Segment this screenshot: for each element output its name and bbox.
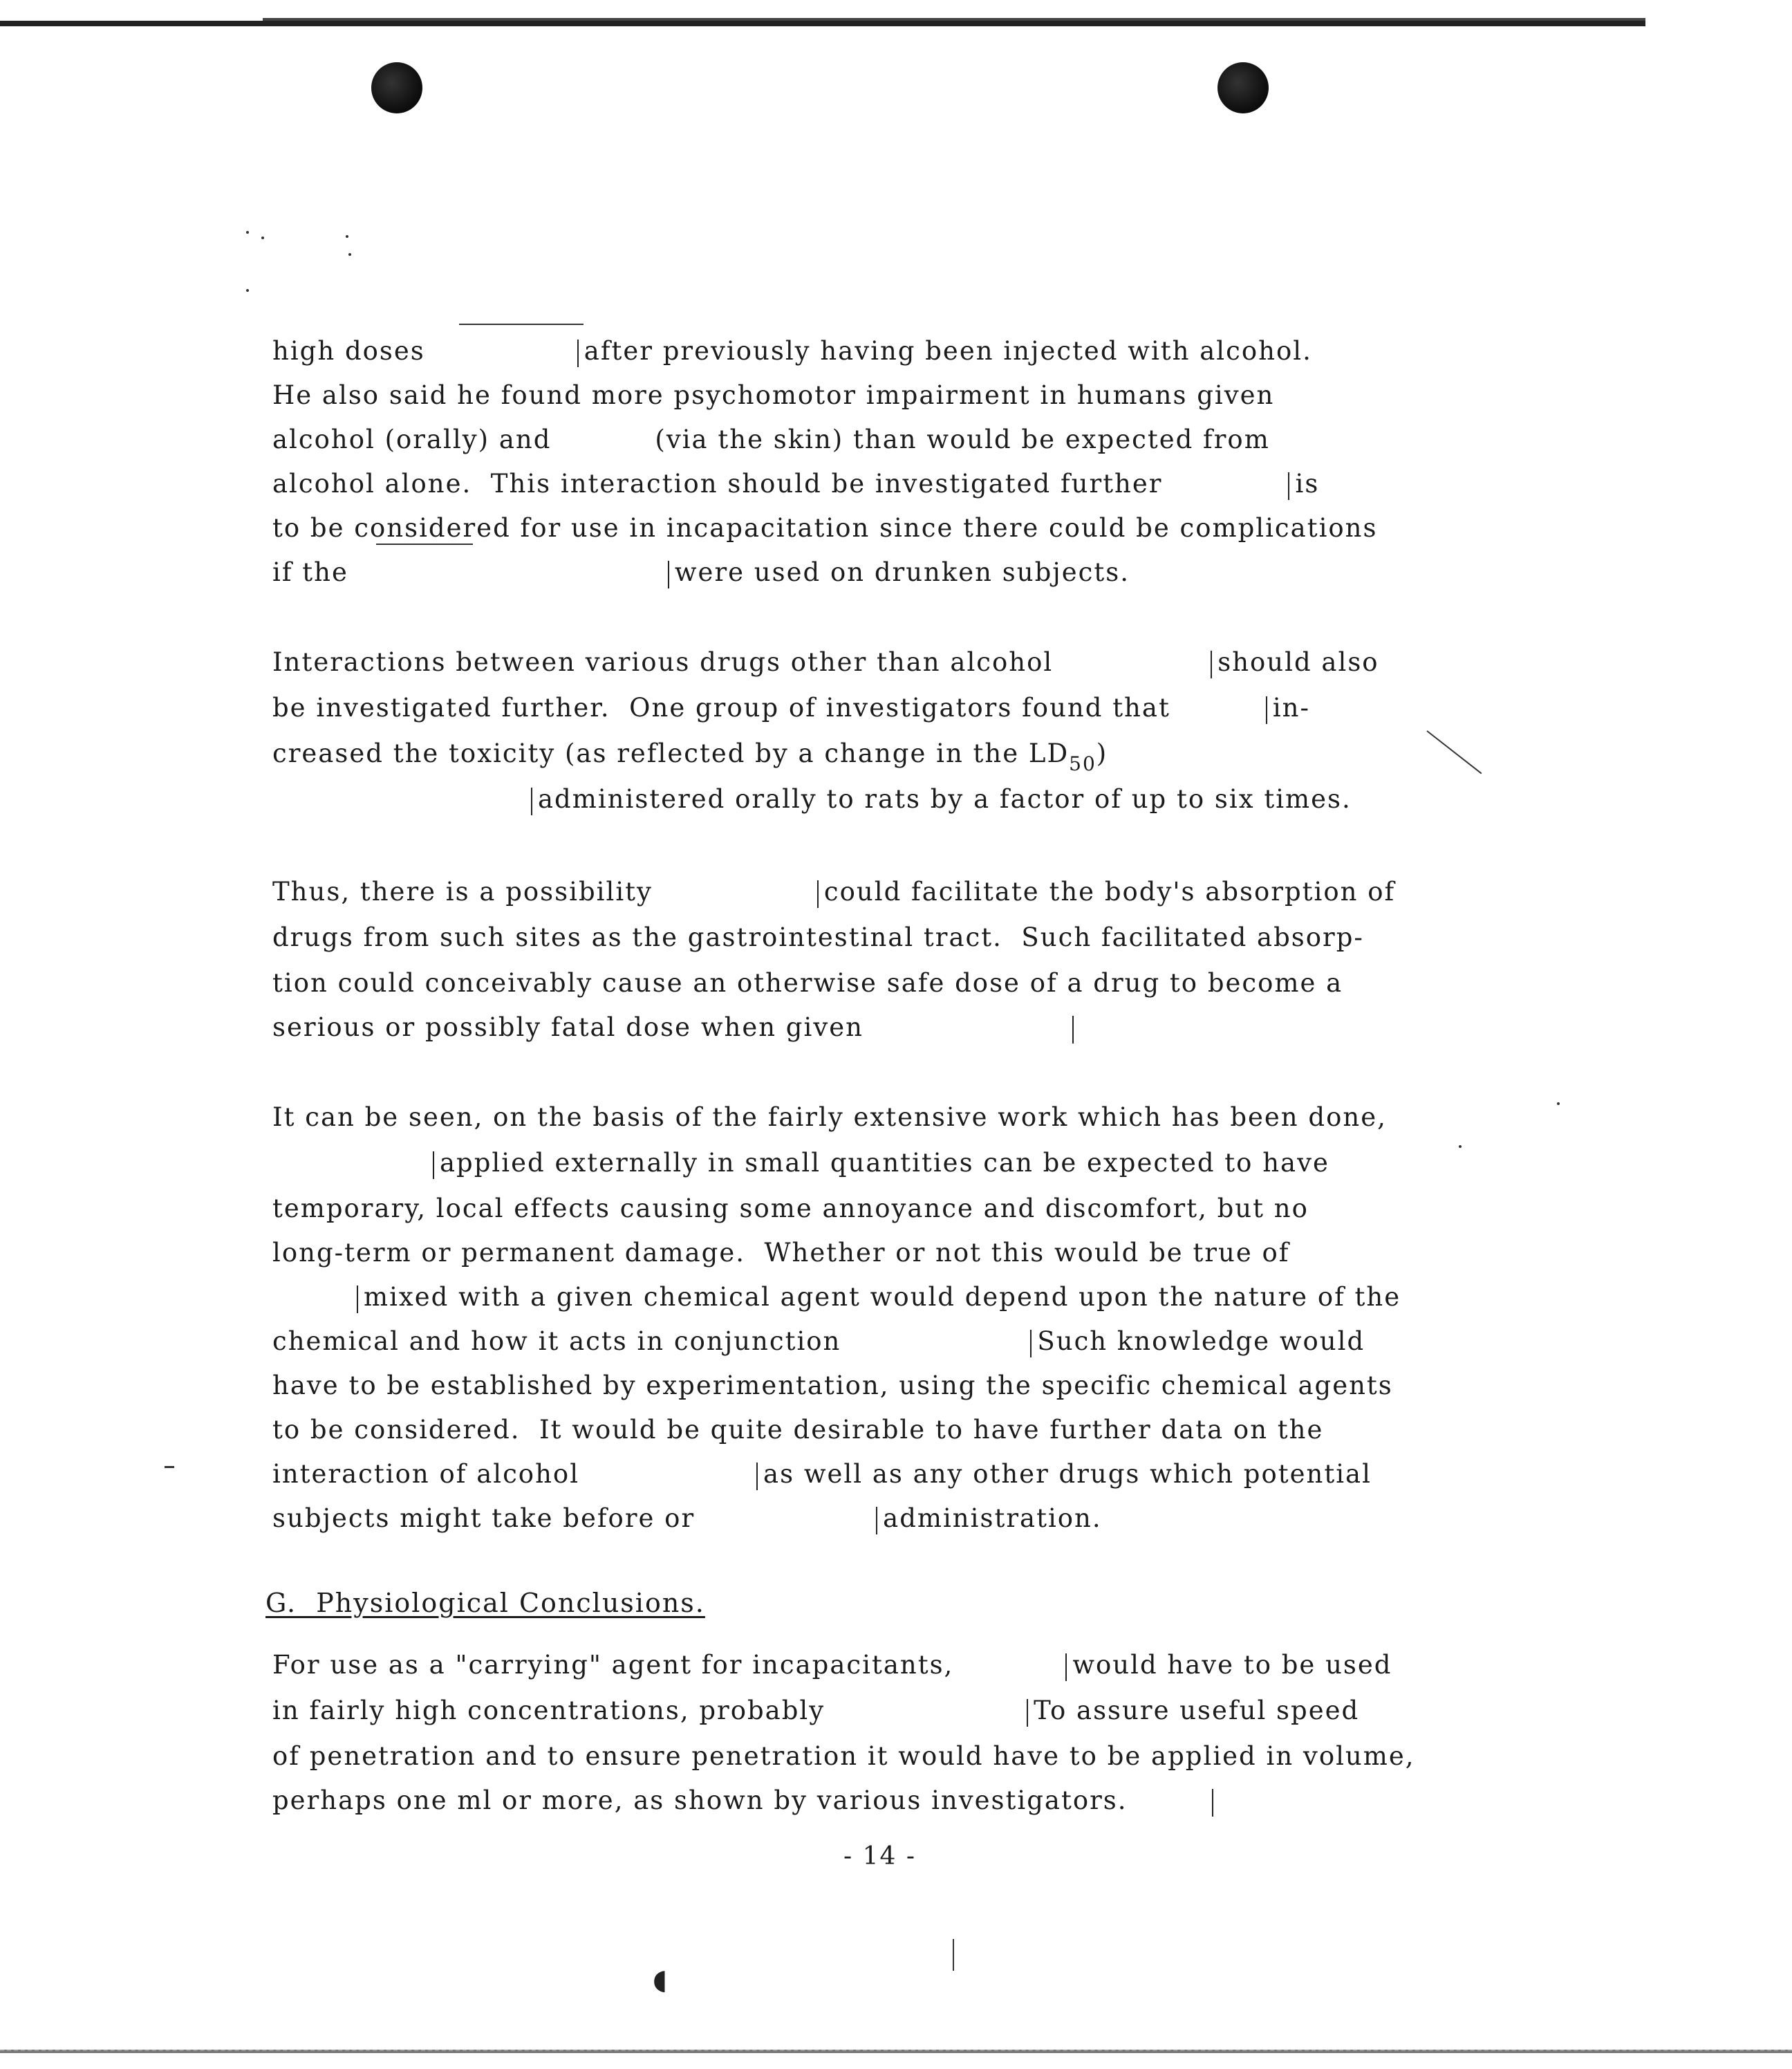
text-fragment: if the	[272, 557, 348, 587]
text-fragment: of penetration and to ensure penetration it would have to be applied in volume,	[272, 1741, 1415, 1771]
text-fragment: Such knowledge would	[1037, 1326, 1365, 1356]
text-line	[272, 640, 1379, 685]
text-line	[272, 916, 1364, 960]
text-line	[272, 329, 1312, 373]
redaction-edge	[376, 544, 473, 545]
text-line	[272, 870, 1395, 914]
section-heading: G. Physiological Conclusions.	[265, 1588, 705, 1618]
text-line	[272, 1095, 1387, 1140]
text-fragment: after previously having been injected with alcohol.	[584, 336, 1312, 366]
text-line	[272, 1364, 1393, 1408]
redaction-edge	[459, 324, 584, 325]
text-fragment: have to be established by experimentation, using the specific chemical agents	[272, 1371, 1393, 1400]
redaction-edge	[1426, 730, 1482, 774]
text-line	[272, 961, 1343, 1005]
punch-hole-left	[371, 62, 422, 113]
text-line	[272, 686, 1310, 730]
redaction-mark	[1288, 472, 1289, 500]
redaction-mark	[668, 561, 669, 588]
text-line	[272, 373, 1274, 418]
redaction-mark	[756, 1463, 758, 1490]
text-fragment: applied externally in small quantities can be expected to have	[440, 1148, 1329, 1178]
scan-blot: ◖	[653, 1964, 668, 1996]
text-fragment: as well as any other drugs which potential	[763, 1459, 1372, 1489]
scan-speck	[246, 231, 249, 234]
text-fragment: perhaps one ml or more, as shown by various investigators.	[272, 1785, 1128, 1815]
text-fragment: To assure useful speed	[1034, 1696, 1360, 1725]
scan-speck	[348, 253, 351, 256]
text-fragment: administered orally to rats by a factor of up to six times.	[538, 784, 1352, 814]
text-fragment: in fairly high concentrations, probably	[272, 1696, 825, 1725]
scan-speck	[1459, 1145, 1462, 1148]
text-fragment: Interactions between various drugs other than alcohol	[272, 647, 1054, 677]
text-fragment: alcohol (orally) and	[272, 425, 552, 454]
top-scan-border	[0, 21, 1645, 26]
text-fragment: would have to be used	[1072, 1650, 1392, 1680]
redaction-mark	[876, 1507, 877, 1534]
text-line	[272, 1643, 1392, 1687]
text-fragment: Thus, there is a possibility	[272, 877, 653, 907]
redaction-mark	[1027, 1699, 1028, 1727]
text-fragment: interaction of alcohol	[272, 1459, 580, 1489]
redaction-mark	[531, 788, 532, 815]
scan-speck	[1557, 1102, 1560, 1105]
redaction-mark	[1212, 1789, 1213, 1817]
redaction-mark	[817, 880, 819, 908]
scan-speck	[246, 289, 249, 292]
text-fragment: mixed with a given chemical agent would depend upon the nature of the	[364, 1282, 1401, 1312]
text-fragment: temporary, local effects causing some annoyance and discomfort, but no	[272, 1194, 1309, 1223]
text-fragment: creased the toxicity (as reflected by a change in the LD	[272, 739, 1070, 768]
text-fragment: should also	[1217, 647, 1379, 677]
text-fragment: For use as a "carrying" agent for incapacitants,	[272, 1650, 954, 1680]
redaction-mark	[577, 340, 579, 367]
scan-speck	[165, 1466, 174, 1468]
text-fragment: administration.	[883, 1503, 1102, 1533]
text-fragment: tion could conceivably cause an otherwise safe dose of a drug to become a	[272, 968, 1343, 998]
text-fragment: in-	[1272, 693, 1310, 723]
text-line	[272, 1231, 1289, 1275]
redaction-mark	[1211, 651, 1212, 678]
text-fragment: long-term or permanent damage. Whether or not this would be true of	[272, 1238, 1290, 1268]
redaction-mark	[1266, 696, 1267, 724]
text-line	[272, 1408, 1323, 1452]
text-fragment: It can be seen, on the basis of the fairly extensive work which has been done,	[272, 1102, 1387, 1132]
punch-hole-right	[1217, 62, 1269, 113]
text-line	[272, 1452, 1372, 1496]
text-fragment: could facilitate the body's absorption of	[823, 877, 1396, 907]
text-line	[272, 1005, 1079, 1050]
text-line	[272, 418, 1270, 462]
page-number: - 14 -	[843, 1842, 917, 1871]
redaction-mark	[1072, 1016, 1074, 1043]
text-fragment: chemical and how it acts in conjunction	[272, 1326, 841, 1356]
text-line	[272, 1319, 1365, 1364]
text-fragment: to be considered for use in incapacitation since there could be complications	[272, 513, 1378, 543]
ld-subscript: 50	[1069, 752, 1096, 775]
scan-speck	[346, 235, 348, 238]
redaction-mark	[433, 1151, 434, 1179]
text-line	[272, 1496, 1102, 1541]
text-fragment: alcohol alone. This interaction should be investigated further	[272, 469, 1163, 499]
text-line	[272, 550, 1130, 595]
text-fragment: (via the skin) than would be expected from	[655, 425, 1270, 454]
bottom-scan-border	[0, 2050, 1792, 2053]
text-fragment: be investigated further. One group of investigators found that	[272, 693, 1170, 723]
redaction-mark	[357, 1286, 358, 1313]
text-line	[272, 1275, 1401, 1319]
text-line	[272, 462, 1319, 506]
text-line	[272, 1734, 1415, 1779]
text-line	[272, 1187, 1309, 1231]
redaction-mark	[1030, 1330, 1032, 1357]
redaction-mark	[1065, 1653, 1067, 1681]
text-fragment: drugs from such sites as the gastrointestinal tract. Such facilitated absorp-	[272, 922, 1364, 952]
text-line	[272, 777, 1352, 822]
text-fragment: serious or possibly fatal dose when given	[272, 1012, 864, 1042]
text-fragment: were used on drunken subjects.	[674, 557, 1130, 587]
scan-mark	[953, 1939, 954, 1971]
text-fragment: He also said he found more psychomotor impairment in humans given	[272, 380, 1275, 410]
scan-speck	[261, 236, 264, 239]
text-line	[272, 1141, 1329, 1185]
text-fragment: high doses	[272, 336, 425, 366]
text-line: creased the toxicity (as reflected by a change in the $LD_{50}$)	[272, 739, 1108, 775]
text-fragment: to be considered. It would be quite desirable to have further data on the	[272, 1415, 1324, 1445]
text-fragment: is	[1295, 469, 1320, 499]
text-line	[272, 1689, 1359, 1733]
text-fragment: subjects might take before or	[272, 1503, 696, 1533]
text-line	[272, 1779, 1219, 1823]
